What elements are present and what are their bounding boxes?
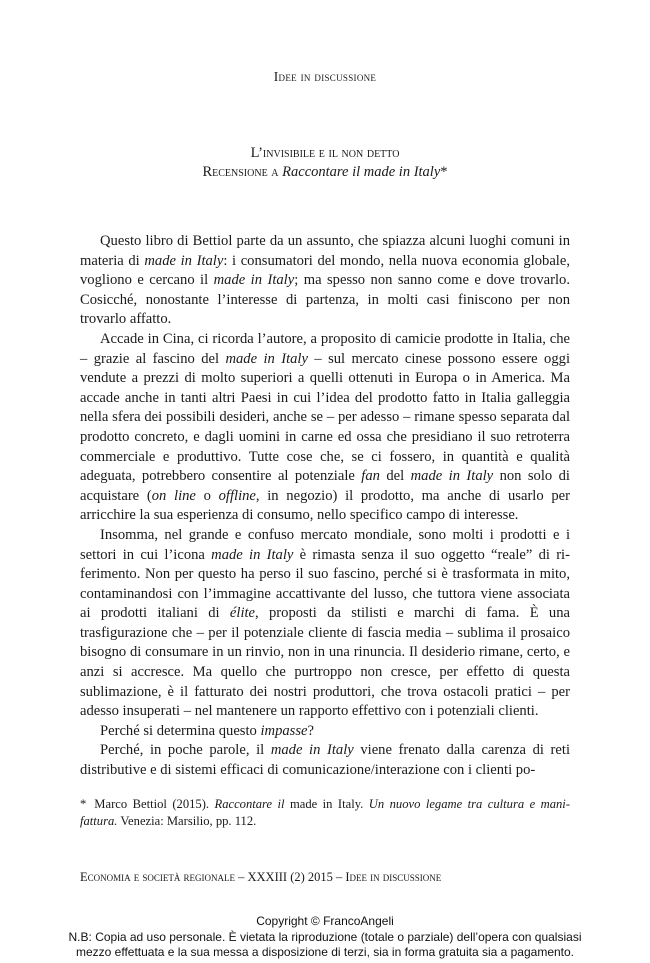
italic-run: on line: [151, 487, 196, 504]
footnote-title-b: made in Italy.: [284, 797, 369, 811]
italic-run: made in Italy: [410, 468, 494, 485]
paragraph-5: Perché, in poche parole, il made in Italy viene frenato dalla carenza di reti distributive e di sistemi efficaci di comunicazione/interazione con i clienti po-: [80, 742, 570, 779]
italic-run: made in Italy: [144, 252, 224, 269]
italic-run: impasse: [260, 722, 308, 739]
italic-run: made in Italy: [213, 272, 295, 289]
footnote-title-a: Raccontare il: [214, 797, 285, 811]
footnote: [80, 796, 570, 830]
footnote-mark: *: [80, 797, 87, 811]
paragraph-4: Perché si determina questo impasse?: [100, 722, 314, 739]
article-title-line1: L’invisibile e il non detto: [250, 145, 400, 161]
copyright-line2: N.B: Copia ad uso personale. È vietata la riproduzione (totale o parziale) dell’opera con qualsiasi: [68, 929, 582, 944]
copyright-line3: mezzo effettuata e la sua messa a disposizione di terzi, sia in forma gratuita sia a pagamento.: [75, 945, 575, 959]
italic-run: made in Italy: [270, 742, 354, 759]
footnote-marker: *: [440, 164, 448, 180]
paragraph-1: Questo libro di Bettiol parte da un assunto, che spiazza alcuni luoghi comuni in materia di made in Italy: i consumatori del mondo, nella nuova economia globale, vogliono e cercano il made in Italy; ma spesso non sanno come e dove trovarlo. Cosicché, nonostante l’interesse di partenza, in molti casi finiscono per non trovarlo affatto.: [80, 233, 570, 328]
footnote-author: Marco Bettiol (2015).: [94, 797, 215, 811]
italic-run: fan: [361, 468, 380, 485]
article-title: [0, 144, 650, 182]
section-label: Idee in discussione: [273, 69, 377, 84]
article-body: [80, 232, 570, 781]
italic-run: made in Italy: [211, 546, 294, 563]
italic-run: made in Italy: [225, 350, 308, 367]
paragraph-2: Accade in Cina, ci ricorda l’autore, a proposito di camicie prodotte in Italia, che – grazie al fascino del made in Italy – sul mercato cinese possono essere oggi vendute a prezzi di molto superiori a quelli ottenuti in Europa o in America. Ma accade anche in tanti altri Paesi in cui l’idea del prodotto fatto in Italia galleggia nella sfera dei possibili desideri, anche se – per adesso – rimane spesso separata dal prodotto concreto, e dagli uomini in carne ed ossa che presidiano il suo retroterra commerciale e produttivo. Tutte cose che, se ci fossero, in quantità e qualità adeguata, potrebbero consentire al potenziale fan del made in Italy non solo di acquistare (on line o offline, in negozio) il prodotto, ma anche di usarlo per arricchire la sua esperienza di consumo, nello specifico campo di interesse.: [80, 330, 570, 524]
running-footer: Economia e società regionale – XXXIII (2) 2015 – Idee in discussione: [80, 870, 442, 884]
review-label: Recensione a: [202, 164, 283, 180]
footnote-publisher: Venezia: Marsilio, pp. 112.: [117, 814, 257, 828]
book-title: Raccontare il made in Italy: [282, 164, 441, 180]
paragraph-3: Insomma, nel grande e confuso mercato mondiale, sono molti i prodotti e i settori in cui l’icona made in Italy è rimasta senza il suo oggetto “reale” di riferimento. Non per questo ha perso il suo fascino, perché si è trasformata in mito, contaminandosi con l’immagine accattivante del lusso, che tuttora viene associata ai prodotti italiani di élite, proposti da stilisti e marchi di fama. È una trasfigurazione che – per il potenziale cliente di fascia media – sublima il prosaico bisogno di consumare in un rinvio, non in una rinuncia. Il desiderio rimane, certo, e anzi si accresce. Ma quello che purtroppo non cresce, per effetto di questa sublimazione, è il fatturato dei nostri produttori, che trova ostacoli pratici – per adesso insuperati – nel mantenere un rapporto effettivo con i potenziali clienti.: [80, 526, 570, 720]
article-title-line2: [0, 163, 650, 182]
italic-run: élite: [229, 605, 256, 622]
copyright-notice: [0, 914, 650, 961]
copyright-line1: Copyright © FrancoAngeli: [256, 914, 394, 928]
italic-run: offline: [218, 487, 256, 504]
footnote-subtitle: Un nuovo legame tra cultura e manifattura.: [80, 797, 571, 828]
